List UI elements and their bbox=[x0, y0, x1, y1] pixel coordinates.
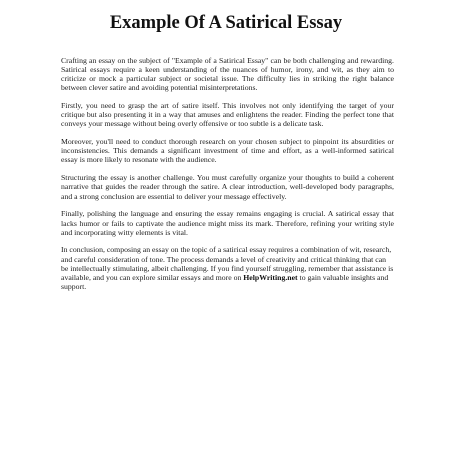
paragraph-intro: Crafting an essay on the subject of "Example of a Satirical Essay" can be both challenging and rewarding. Satirical essays require a keen understanding of the nuances of humor, irony, and wit, as they aim to criticize or mock a particular subject or societal issue. The difficulty lies in striking the right balance between clever satire and avoiding potential misinterpretations. bbox=[61, 56, 394, 93]
document-body bbox=[61, 56, 394, 300]
paragraph-polish: Finally, polishing the language and ensuring the essay remains engaging is crucial. A satirical essay that lacks humor or fails to captivate the audience might miss its mark. Therefore, refining your writing style and incorporating witty elements is vital. bbox=[61, 209, 394, 237]
document-title: Example Of A Satirical Essay bbox=[109, 13, 343, 33]
conclusion-text: In conclusion, composing an essay on the topic of a satirical essay requires a combination of wit, research, and careful consideration of tone. The process demands a level of creativity and critical thinking that can be intellectually stimulating, albeit challenging. If you find yourself struggling, remember that assistance is available, and you can explore similar essays and more on bbox=[61, 245, 394, 282]
paragraph-grasp-satire: Firstly, you need to grasp the art of satire itself. This involves not only identifying the target of your critique but also presenting it in a way that amuses and enlightens the reader. Finding the perfect tone that conveys your message without being overly offensive or too subtle is a delicate task. bbox=[61, 101, 394, 129]
paragraph-structure: Structuring the essay is another challenge. You must carefully organize your thoughts to build a coherent narrative that guides the reader through the satire. A clear introduction, well-developed body paragraphs, and a strong conclusion are essential to deliver your message effectively. bbox=[61, 173, 394, 201]
helpwriting-link[interactable]: HelpWriting.net bbox=[243, 272, 298, 282]
conclusion-tail: to gain valuable insights and support. bbox=[61, 272, 389, 291]
paragraph-research: Moreover, you'll need to conduct thorough research on your chosen subject to pinpoint its absurdities or inconsistencies. This demands a significant investment of time and effort, as a well-informed satirical essay is more likely to resonate with the audience. bbox=[61, 137, 394, 165]
paragraph-conclusion bbox=[61, 245, 394, 290]
